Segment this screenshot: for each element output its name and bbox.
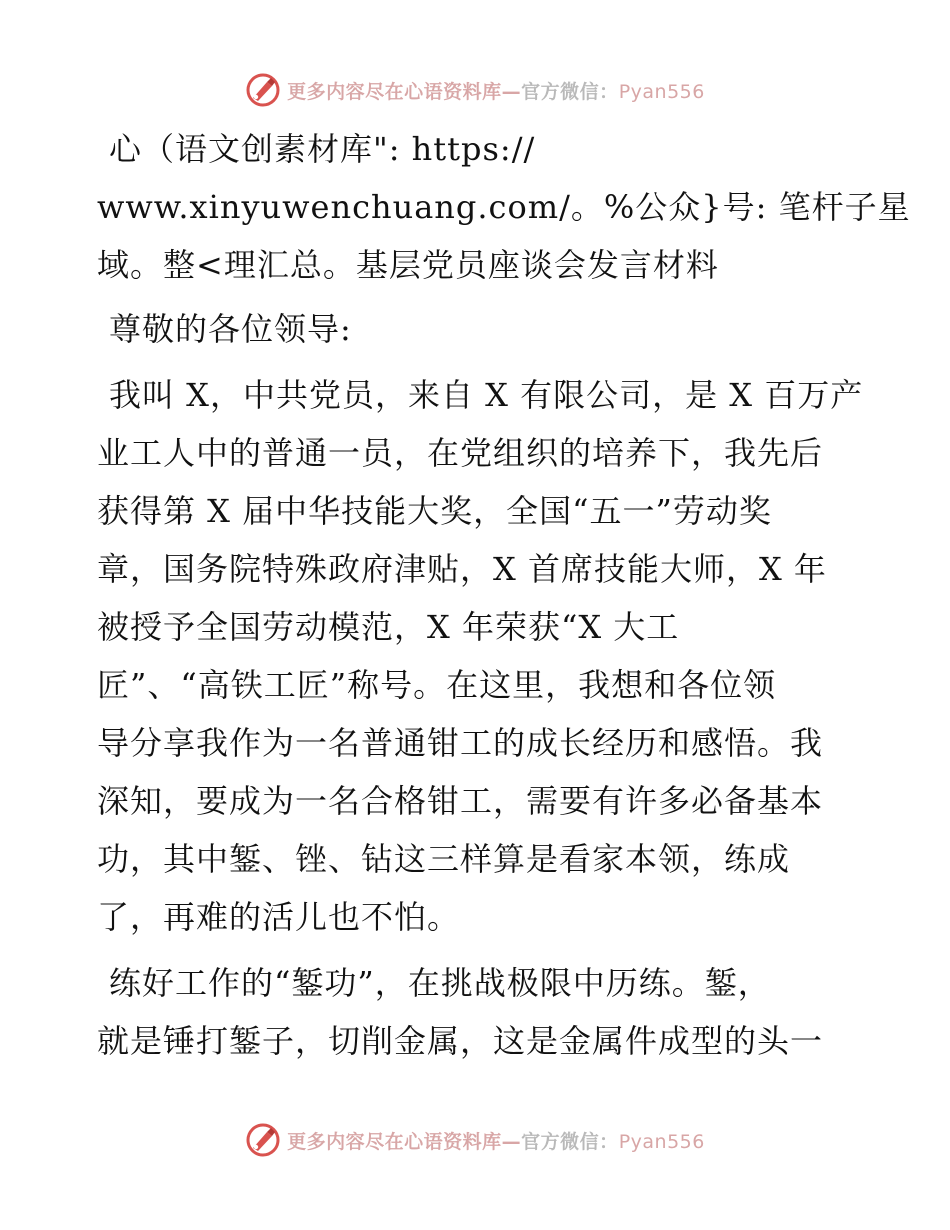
intro-line: 域。整<理汇总。基层党员座谈会发言材料 xyxy=(97,246,719,284)
footer-watermark-text xyxy=(287,1127,705,1154)
header-watermark-text xyxy=(287,77,705,104)
paragraph-1 xyxy=(97,366,864,946)
intro-line: 心（语文创素材库": https:// xyxy=(109,130,536,168)
footer-official-label: 官方微信： xyxy=(521,1130,619,1153)
paragraph-line: 练好工作的“錾功”，在挑战极限中历练。錾， xyxy=(109,964,771,1002)
pen-logo-icon xyxy=(245,72,281,108)
salutation-line: 尊敬的各位领导: xyxy=(109,310,352,348)
header-watermark xyxy=(0,68,950,112)
paragraph-line: 导分享我作为一名普通钳工的成长经历和感悟。我 xyxy=(97,724,824,762)
header-official-label: 官方微信： xyxy=(521,80,619,103)
intro-paragraph xyxy=(97,120,911,294)
footer-site-text: 更多内容尽在心语资料库 xyxy=(287,1130,502,1153)
intro-line: www.xinyuwenchuang.com/。%公众}号: 笔杆子星 xyxy=(97,188,911,226)
footer-separator: — xyxy=(501,1130,522,1153)
paragraph-line: 获得第 X 届中华技能大奖，全国“五一”劳动奖 xyxy=(97,492,772,530)
paragraph-line: 被授予全国劳动模范，X 年荣获“X 大工 xyxy=(97,608,680,646)
paragraph-2 xyxy=(97,954,857,1070)
paragraph-line: 了，再难的活儿也不怕。 xyxy=(97,898,461,936)
header-site-text: 更多内容尽在心语资料库 xyxy=(287,80,502,103)
paragraph-line: 功，其中錾、锉、钻这三样算是看家本领，练成 xyxy=(97,840,791,878)
paragraph-line: 我叫 X，中共党员，来自 X 有限公司，是 X 百万产 xyxy=(109,376,864,414)
paragraph-line: 章，国务院特殊政府津贴，X 首席技能大师，X 年 xyxy=(97,550,827,588)
paragraph-line: 深知，要成为一名合格钳工，需要有许多必备基本 xyxy=(97,782,824,820)
paragraph-line: 就是锤打錾子，切削金属，这是金属件成型的头一 xyxy=(97,1022,824,1060)
header-separator: — xyxy=(501,80,522,103)
footer-watermark xyxy=(0,1118,950,1162)
footer-wechat-id: Pyan556 xyxy=(618,1130,705,1153)
header-wechat-id: Pyan556 xyxy=(618,80,705,103)
pen-logo-icon xyxy=(245,1122,281,1158)
salutation xyxy=(97,300,857,358)
document-body xyxy=(97,120,911,1078)
paragraph-line: 业工人中的普通一员，在党组织的培养下，我先后 xyxy=(97,434,824,472)
paragraph-line: 匠”、“高铁工匠”称号。在这里，我想和各位领 xyxy=(97,666,777,704)
